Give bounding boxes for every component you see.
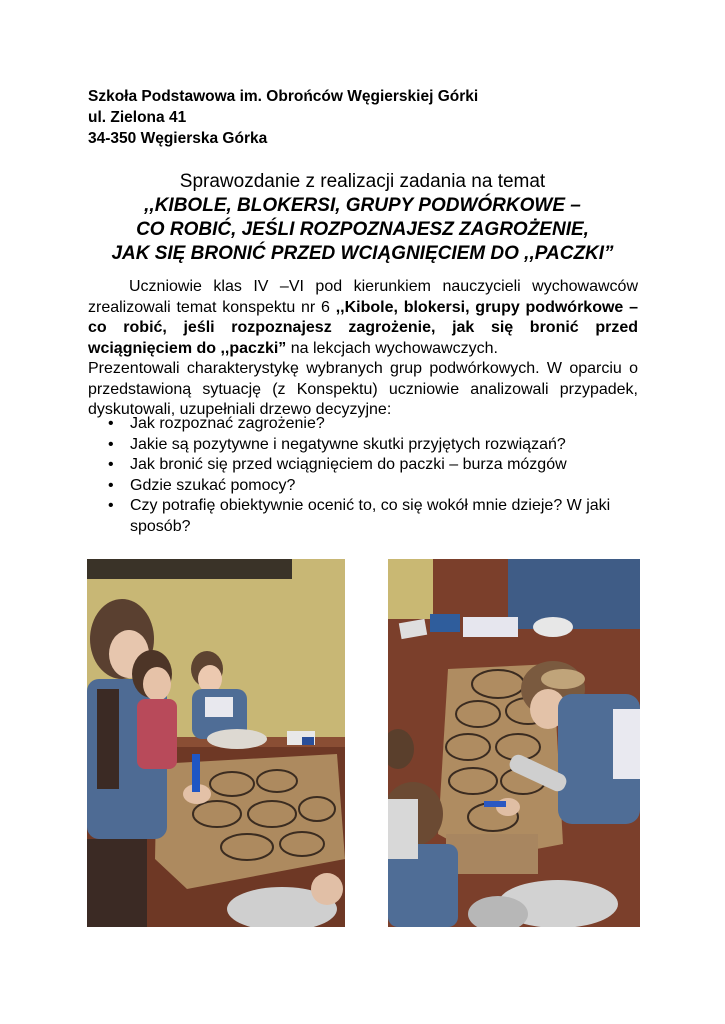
classroom-photo-right	[388, 559, 640, 927]
bullet-icon: •	[108, 476, 114, 494]
list-item-text: Gdzie szukać pomocy?	[130, 476, 296, 494]
bullet-icon: •	[108, 435, 114, 453]
list-item	[88, 496, 638, 537]
heading-topic-line-3: JAK SIĘ BRONIĆ PRZED WCIĄGNIĘCIEM DO ,,PACZKI”	[111, 243, 614, 264]
address-school-name: Szkoła Podstawowa im. Obrońców Węgierskiej Górki	[88, 88, 479, 105]
classroom-photo-left-image	[87, 559, 345, 927]
report-heading	[60, 170, 665, 266]
heading-intro: Sprawozdanie z realizacji zadania na temat	[179, 171, 546, 192]
school-address	[88, 86, 478, 149]
bullet-icon: •	[108, 497, 114, 514]
list-item	[88, 455, 638, 476]
list-item	[88, 435, 638, 456]
list-item	[88, 414, 638, 435]
list-item-text: Jak rozpoznać zagrożenie?	[130, 415, 325, 432]
list-item	[88, 476, 638, 497]
list-item-text: Jak bronić się przed wciągnięciem do paczki – burza mózgów	[130, 456, 567, 473]
paragraph-second: Prezentowali charakterystykę wybranych grup podwórkowych. W oparciu o przedstawioną sytuację (z Konspektu) uczniowie analizowali przypadek, dyskutowali, uzupełniali drzewo decyzyjne:	[88, 360, 638, 418]
heading-topic-line-2: CO ROBIĆ, JEŚLI ROZPOZNAJESZ ZAGROŻENIE,	[136, 219, 589, 240]
list-item-text: Czy potrafię obiektywnie ocenić to, co się wokół mnie dzieje? W jaki sposób?	[130, 497, 611, 535]
question-list	[88, 414, 638, 537]
heading-topic-line-1: ,,KIBOLE, BLOKERSI, GRUPY PODWÓRKOWE –	[144, 195, 581, 216]
bullet-icon: •	[108, 456, 114, 473]
list-item-text: Jakie są pozytywne i negatywne skutki przyjętych rozwiązań?	[130, 435, 566, 453]
paragraph-bold-topic: ,,Kibole, blokersi, grupy podwórkowe – co robić, jeśli rozpoznajesz zagrożenie, jak się bronić przed wciągnięciem do ,,paczki”	[88, 298, 639, 357]
bullet-icon: •	[108, 415, 114, 432]
report-paragraph	[88, 277, 638, 421]
paragraph-text-1: Uczniowie klas IV –VI pod kierunkiem nauczycieli wychowawców zrealizowali temat konspektu nr 6	[88, 278, 638, 316]
classroom-photo-right-image	[388, 559, 640, 927]
paragraph-text-2: na lekcjach wychowawczych.	[286, 339, 498, 357]
address-city: 34-350 Węgierska Górka	[88, 130, 268, 147]
address-street: ul. Zielona 41	[88, 109, 187, 126]
paragraph-first	[88, 277, 638, 359]
classroom-photo-left	[87, 559, 345, 927]
